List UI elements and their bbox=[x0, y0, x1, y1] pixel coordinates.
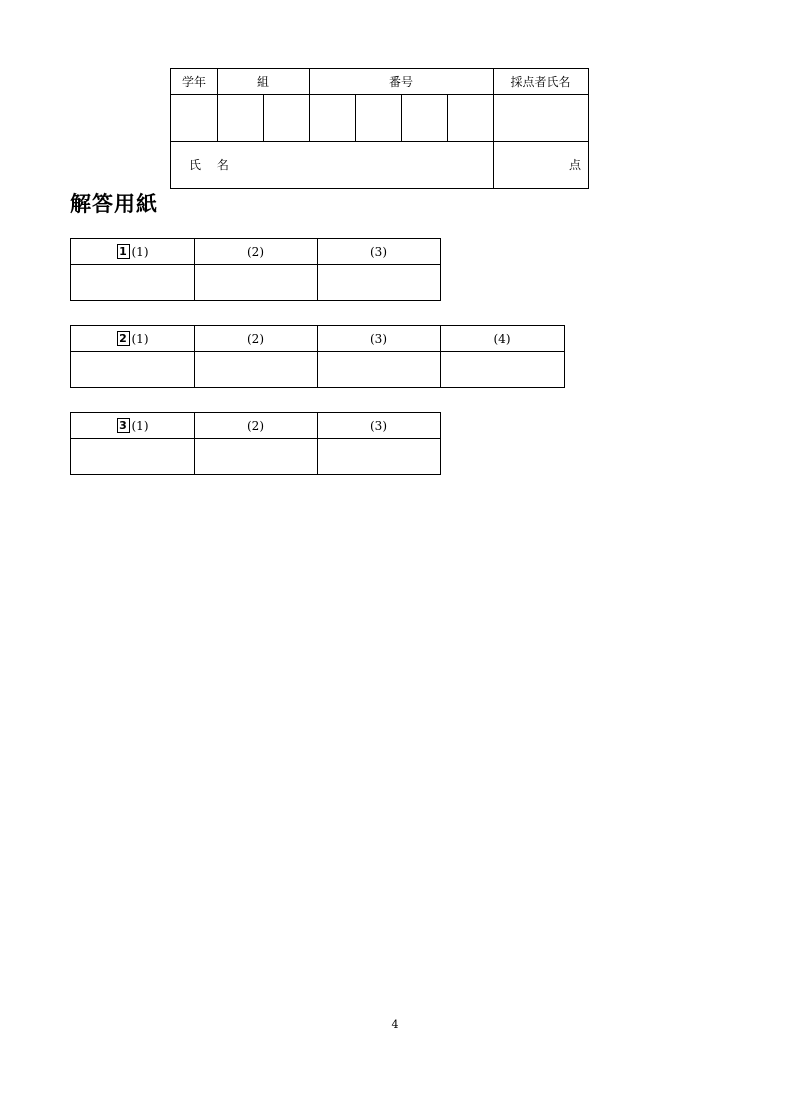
number-label: 番号 bbox=[388, 75, 413, 89]
q2-part3-answer[interactable] bbox=[317, 351, 440, 387]
number-input-4[interactable] bbox=[447, 94, 493, 141]
grade-label: 学年 bbox=[181, 75, 206, 89]
q2-part4-label: (4) bbox=[493, 331, 511, 346]
q2-part4-answer[interactable] bbox=[440, 351, 564, 387]
class-label: 組 bbox=[256, 75, 269, 89]
q1-part3-label: (3) bbox=[370, 244, 387, 259]
class-input-2[interactable] bbox=[263, 94, 309, 141]
q1-part2-answer[interactable] bbox=[194, 264, 317, 300]
q2-part3-label: (3) bbox=[370, 331, 387, 346]
page-title: 解答用紙 bbox=[70, 192, 158, 216]
grade-input[interactable] bbox=[171, 94, 217, 141]
q3-part3-answer[interactable] bbox=[317, 438, 440, 474]
answer-table-q1 bbox=[70, 238, 441, 301]
question-number: 2 bbox=[117, 331, 130, 346]
question-number: 1 bbox=[117, 244, 130, 259]
grader-input[interactable] bbox=[493, 94, 588, 141]
question-number: 3 bbox=[117, 418, 130, 433]
q3-part1-label bbox=[71, 413, 194, 438]
q2-part1-label bbox=[71, 326, 194, 351]
page-number: 4 bbox=[391, 1018, 399, 1031]
q1-part1-label bbox=[71, 239, 194, 264]
q1-part2-label: (2) bbox=[247, 244, 264, 259]
name-label: 氏 名 bbox=[189, 158, 229, 172]
score-label: 点 bbox=[568, 158, 581, 172]
number-input-3[interactable] bbox=[401, 94, 447, 141]
q2-part2-label: (2) bbox=[247, 331, 264, 346]
q1-part1-answer[interactable] bbox=[71, 264, 194, 300]
answer-table-q2 bbox=[70, 325, 565, 388]
q3-part2-label: (2) bbox=[247, 418, 264, 433]
student-info-table bbox=[170, 68, 589, 189]
class-input-1[interactable] bbox=[217, 94, 263, 141]
part-label: (1) bbox=[131, 244, 149, 259]
q2-part2-answer[interactable] bbox=[194, 351, 317, 387]
number-input-2[interactable] bbox=[355, 94, 401, 141]
q3-part2-answer[interactable] bbox=[194, 438, 317, 474]
number-input-1[interactable] bbox=[309, 94, 355, 141]
q2-part1-answer[interactable] bbox=[71, 351, 194, 387]
q1-part3-answer[interactable] bbox=[317, 264, 440, 300]
name-input[interactable] bbox=[251, 141, 491, 188]
part-label: (1) bbox=[131, 418, 149, 433]
q3-part1-answer[interactable] bbox=[71, 438, 194, 474]
q3-part3-label: (3) bbox=[370, 418, 387, 433]
part-label: (1) bbox=[131, 331, 149, 346]
answer-table-q3 bbox=[70, 412, 441, 475]
grader-label: 採点者氏名 bbox=[510, 75, 571, 89]
